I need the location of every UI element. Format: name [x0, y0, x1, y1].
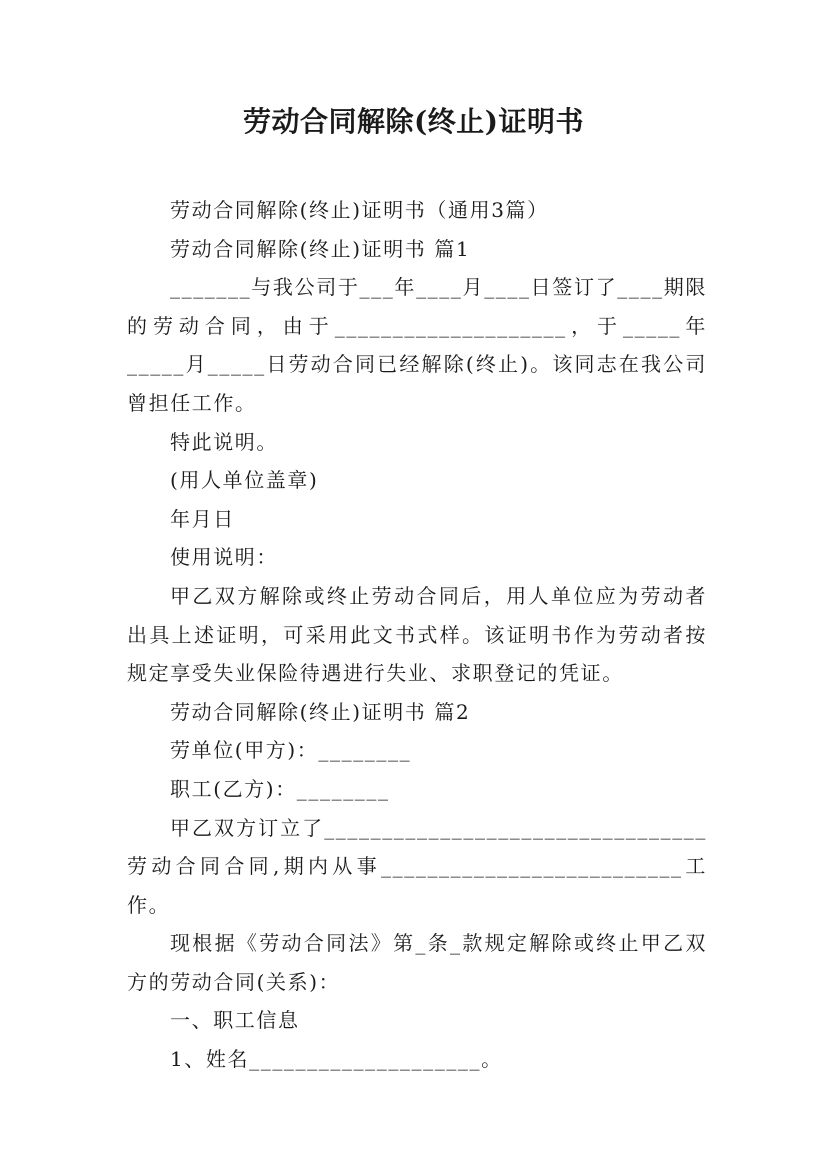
paragraph-certification-body: _______与我公司于___年____月____日签订了____期限的劳动合同，由于____________________，于_____年_____月_____日劳动合同已经解除(终止)。该同志在我公司曾担任工作。	[127, 275, 707, 415]
paragraph-employee-info-heading: 一、职工信息	[170, 1008, 300, 1033]
paragraph-legal-basis: 现根据《劳动合同法》第_条_款规定解除或终止甲乙双方的劳动合同(关系)：	[127, 931, 707, 994]
paragraph-date: 年月日	[170, 506, 235, 531]
paragraph-section-2-heading: 劳动合同解除(终止)证明书 篇2	[170, 699, 471, 724]
paragraph-statement: 特此说明。	[170, 429, 278, 454]
paragraph-contract-terms: 甲乙双方订立了_________________________________劳动合同合同,期内从事__________________________工作。	[127, 815, 707, 917]
document-body	[127, 191, 707, 1079]
paragraph-employee-party: 职工(乙方)：________	[170, 776, 390, 801]
paragraph-employer-party: 劳单位(甲方)：________	[170, 738, 412, 763]
paragraph-employer-seal: (用人单位盖章)	[170, 468, 319, 493]
paragraph-section-1-heading: 劳动合同解除(终止)证明书 篇1	[170, 236, 471, 261]
paragraph-usage-body: 甲乙双方解除或终止劳动合同后，用人单位应为劳动者出具上述证明，可采用此文书式样。该证明书作为劳动者按规定享受失业保险待遇进行失业、求职登记的凭证。	[127, 583, 707, 686]
paragraph-subtitle: 劳动合同解除(终止)证明书（通用3篇）	[170, 198, 549, 222]
paragraph-usage-heading: 使用说明：	[170, 545, 278, 570]
document-title: 劳动合同解除(终止)证明书	[243, 105, 584, 138]
paragraph-name-field: 1、姓名____________________。	[170, 1047, 503, 1072]
